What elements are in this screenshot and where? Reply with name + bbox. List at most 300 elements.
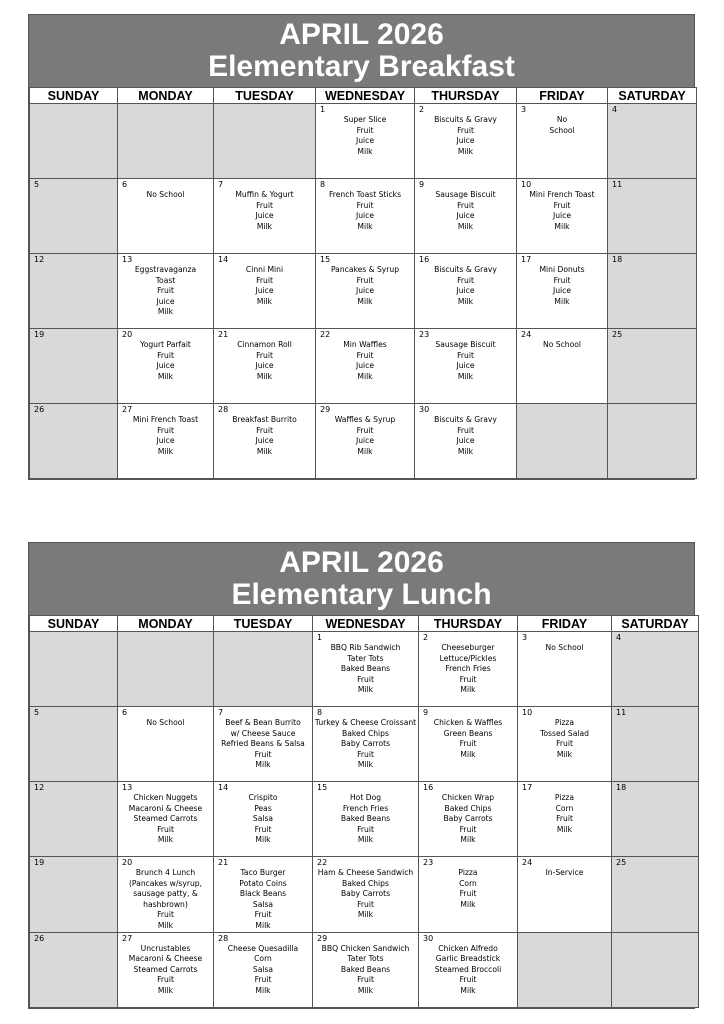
day-number: 24: [522, 858, 533, 867]
day-cell: [419, 782, 518, 857]
day-cell: [30, 632, 118, 707]
day-number: 8: [320, 180, 326, 189]
day-number: 5: [34, 180, 40, 189]
lunch-month-title: APRIL 2026: [279, 545, 444, 579]
breakfast-weekday-tuesday: TUESDAY: [214, 88, 316, 104]
menu-item: No School: [543, 340, 581, 349]
menu-item: Milk: [460, 899, 476, 909]
menu-item: Milk: [255, 985, 271, 995]
menu-item: Fruit: [457, 425, 474, 435]
menu-item: Fruit: [157, 425, 174, 435]
menu-items: [30, 632, 117, 643]
day-cell: [612, 932, 699, 1007]
day-number: 29: [320, 405, 331, 414]
day-cell: [214, 632, 313, 707]
menu-item: Milk: [357, 296, 373, 306]
menu-items: [316, 404, 414, 457]
menu-item: Juice: [355, 361, 374, 371]
lunch-grid: [29, 615, 699, 1008]
breakfast-week-row: [30, 104, 697, 179]
menu-items: [214, 933, 312, 997]
menu-items: [313, 857, 418, 921]
menu-items: [313, 707, 418, 771]
menu-item: Fruit: [157, 975, 174, 985]
menu-item: French Fries: [445, 664, 491, 674]
lunch-weekday-wednesday: WEDNESDAY: [313, 616, 419, 632]
menu-item: Milk: [357, 835, 374, 845]
day-cell: [419, 632, 518, 707]
day-number: 25: [612, 330, 623, 339]
menu-item: Milk: [556, 824, 573, 834]
day-cell: [30, 104, 118, 179]
day-number: 25: [616, 858, 627, 867]
menu-items: [419, 632, 517, 696]
day-number: 22: [320, 330, 331, 339]
menu-items: [415, 329, 516, 382]
menu-item: Milk: [554, 221, 570, 231]
menu-item: Fruit: [357, 899, 374, 909]
menu-item: Hot Dog: [349, 793, 382, 802]
day-number: 1: [320, 105, 326, 114]
menu-item: Juice: [355, 286, 374, 296]
day-cell: [419, 932, 518, 1007]
menu-items: [214, 782, 312, 846]
breakfast-weekday-thursday: THURSDAY: [415, 88, 517, 104]
menu-item: Fruit: [254, 749, 272, 759]
day-number: 18: [616, 783, 627, 792]
menu-item: Crispito: [248, 793, 278, 802]
menu-item: Macaroni & Cheese: [128, 954, 203, 964]
day-cell: [517, 179, 608, 254]
lunch-weekday-monday: MONDAY: [118, 616, 214, 632]
menu-item: Milk: [457, 371, 474, 381]
menu-items: [419, 782, 517, 846]
menu-items: [30, 104, 117, 115]
menu-item: Fruit: [357, 824, 374, 834]
menu-item: Toast: [155, 275, 176, 285]
menu-item: Juice: [456, 211, 475, 221]
menu-item: Milk: [157, 371, 174, 381]
menu-item: Juice: [156, 361, 175, 371]
menu-item: Turkey & Cheese Croissant: [314, 718, 417, 727]
day-cell: [316, 254, 415, 329]
day-number: 14: [218, 255, 229, 264]
lunch-banner: [29, 543, 694, 615]
menu-item: Biscuits & Gravy: [434, 415, 497, 424]
day-cell: [313, 707, 419, 782]
menu-item: Juice: [456, 136, 475, 146]
menu-item: Fruit: [459, 975, 477, 985]
menu-item: Corn: [254, 954, 272, 964]
day-cell: [419, 857, 518, 933]
day-cell: [118, 632, 214, 707]
menu-item: Chicken Alfredo: [438, 943, 498, 953]
day-cell: [118, 179, 214, 254]
menu-items: [419, 707, 517, 760]
menu-item: Corn: [555, 803, 574, 813]
day-number: 17: [521, 255, 532, 264]
breakfast-weekday-saturday: SATURDAY: [608, 88, 697, 104]
day-number: 11: [612, 180, 623, 189]
day-cell: [518, 932, 612, 1007]
menu-item: Pizza: [554, 793, 575, 802]
menu-item: Tossed Salad: [540, 728, 589, 738]
menu-item: Tater Tots: [347, 653, 384, 663]
day-number: 12: [34, 255, 45, 264]
day-number: 3: [521, 105, 527, 114]
menu-item: Chicken & Waffles: [433, 718, 503, 727]
menu-item: Baby Carrots: [340, 889, 391, 899]
day-number: 16: [419, 255, 430, 264]
menu-item: Fruit: [457, 350, 474, 360]
day-number: 8: [317, 708, 323, 717]
lunch-week-row: [30, 632, 699, 707]
day-cell: [415, 329, 517, 404]
menu-item: Biscuits & Gravy: [434, 265, 497, 274]
menu-items: [316, 104, 414, 157]
menu-item: No School: [545, 643, 584, 652]
menu-item: Juice: [456, 361, 475, 371]
menu-item: Potato Coins: [239, 878, 287, 888]
day-cell: [415, 404, 517, 479]
menu-item: Fruit: [254, 910, 272, 920]
day-number: 19: [34, 858, 45, 867]
menu-item: In-Service: [545, 868, 584, 877]
day-number: 10: [522, 708, 533, 717]
menu-item: Macaroni & Cheese: [128, 803, 203, 813]
menu-items: [415, 179, 516, 232]
menu-items: [118, 179, 213, 201]
menu-item: BBQ Chicken Sandwich: [321, 943, 410, 953]
menu-item: Brunch 4 Lunch: [135, 868, 196, 877]
day-number: 6: [122, 708, 128, 717]
menu-item: Fruit: [254, 824, 272, 834]
menu-item: Garlic Breadstick: [435, 954, 501, 964]
menu-item: Salsa: [252, 899, 274, 909]
day-cell: [612, 707, 699, 782]
menu-item: Fruit: [157, 350, 174, 360]
menu-item: BBQ Rib Sandwich: [330, 643, 401, 652]
menu-item: Peas: [254, 803, 272, 813]
lunch-week-row: [30, 932, 699, 1007]
day-cell: [118, 329, 214, 404]
day-cell: [612, 857, 699, 933]
day-cell: [118, 707, 214, 782]
menu-items: [313, 782, 418, 846]
menu-items: [214, 857, 312, 932]
day-cell: [214, 404, 316, 479]
day-cell: [517, 254, 608, 329]
day-cell: [118, 104, 214, 179]
day-number: 5: [34, 708, 40, 717]
day-number: 11: [616, 708, 627, 717]
day-cell: [30, 932, 118, 1007]
lunch-weeks: [30, 632, 699, 1008]
menu-items: [517, 404, 607, 415]
day-number: 18: [612, 255, 623, 264]
menu-item: Fruit: [457, 275, 474, 285]
menu-items: [30, 707, 117, 718]
day-cell: [316, 404, 415, 479]
day-number: 9: [419, 180, 425, 189]
breakfast-week-row: [30, 254, 697, 329]
menu-item: Milk: [357, 910, 374, 920]
menu-item: Fruit: [457, 125, 474, 135]
menu-items: [214, 329, 315, 382]
lunch-menu-title: Elementary Lunch: [231, 578, 492, 611]
day-number: 10: [521, 180, 532, 189]
menu-item: Uncrustables: [140, 943, 191, 953]
menu-items: [118, 329, 213, 382]
menu-items: [612, 632, 698, 643]
menu-item: Baby Carrots: [443, 814, 493, 824]
day-number: 4: [616, 633, 622, 642]
menu-item: Cheeseburger: [441, 643, 495, 652]
lunch-weekday-header: [30, 616, 699, 632]
day-cell: [608, 104, 697, 179]
menu-item: Milk: [157, 920, 174, 930]
day-cell: [608, 329, 697, 404]
menu-item: No: [556, 115, 568, 124]
breakfast-grid: [29, 87, 697, 479]
menu-item: Fruit: [356, 350, 374, 360]
day-cell: [118, 404, 214, 479]
menu-item: Milk: [556, 749, 573, 759]
menu-items: [30, 179, 117, 190]
day-number: 26: [34, 933, 45, 943]
menu-item: Fruit: [157, 286, 174, 296]
day-number: 13: [122, 255, 133, 264]
menu-item: Fruit: [157, 824, 174, 834]
menu-item: Eggstravaganza: [134, 265, 197, 274]
menu-item: Milk: [256, 371, 273, 381]
lunch-week-row: [30, 857, 699, 933]
menu-items: [316, 254, 414, 307]
menu-item: School: [549, 125, 575, 135]
menu-item: Milk: [460, 685, 476, 695]
menu-item: Fruit: [553, 200, 571, 210]
day-number: 1: [317, 633, 323, 642]
day-cell: [214, 857, 313, 933]
day-number: 7: [218, 180, 224, 189]
menu-item: Min Waffles: [343, 340, 387, 349]
menu-item: Fruit: [157, 910, 174, 920]
menu-item: Salsa: [252, 964, 274, 974]
menu-items: [313, 632, 418, 696]
menu-item: Mini French Toast: [529, 190, 595, 199]
day-number: 9: [423, 708, 429, 717]
day-number: 7: [218, 708, 224, 717]
menu-item: Sausage Biscuit: [435, 190, 496, 199]
menu-item: Steamed Carrots: [133, 814, 198, 824]
breakfast-weekday-wednesday: WEDNESDAY: [316, 88, 415, 104]
menu-item: Fruit: [256, 275, 273, 285]
menu-items: [415, 404, 516, 457]
menu-items: [214, 254, 315, 307]
menu-items: [214, 179, 315, 232]
day-cell: [214, 932, 313, 1007]
menu-item: Corn: [459, 878, 477, 888]
day-cell: [214, 254, 316, 329]
menu-items: [118, 857, 213, 932]
day-number: 30: [419, 405, 430, 414]
day-cell: [608, 179, 697, 254]
menu-item: Juice: [255, 436, 274, 446]
menu-item: Baked Chips: [342, 878, 389, 888]
menu-item: Milk: [255, 760, 271, 770]
day-number: 30: [423, 933, 434, 943]
menu-items: [316, 329, 414, 382]
day-cell: [313, 857, 419, 933]
breakfast-weeks: [30, 104, 697, 479]
day-number: 16: [423, 783, 434, 792]
menu-item: Baked Beans: [340, 814, 391, 824]
day-number: 17: [522, 783, 533, 792]
menu-item: Lettuce/Pickles: [439, 653, 497, 663]
menu-item: Fruit: [356, 200, 374, 210]
menu-item: No School: [146, 190, 185, 199]
menu-item: Milk: [554, 296, 570, 306]
day-cell: [214, 104, 316, 179]
menu-item: Baked Chips: [342, 728, 389, 738]
lunch-weekday-saturday: SATURDAY: [612, 616, 699, 632]
menu-item: Juice: [156, 436, 175, 446]
day-number: 29: [317, 933, 328, 943]
menu-item: hashbrown): [143, 899, 188, 909]
menu-item: Milk: [457, 296, 474, 306]
menu-items: [214, 104, 315, 115]
menu-item: No School: [146, 718, 185, 727]
day-number: 20: [122, 330, 133, 339]
day-cell: [118, 857, 214, 933]
day-cell: [612, 632, 699, 707]
menu-items: [608, 104, 696, 115]
menu-items: [608, 404, 696, 415]
day-number: 3: [522, 633, 528, 642]
lunch-weekday-friday: FRIDAY: [518, 616, 612, 632]
menu-item: Fruit: [254, 975, 272, 985]
menu-item: Juice: [355, 136, 374, 146]
menu-item: Fruit: [356, 275, 374, 285]
menu-item: Fruit: [356, 425, 374, 435]
menu-items: [118, 782, 213, 846]
breakfast-weekday-sunday: SUNDAY: [30, 88, 118, 104]
menu-item: Milk: [357, 146, 373, 156]
menu-item: Milk: [157, 985, 174, 995]
day-cell: [316, 104, 415, 179]
menu-item: Mini French Toast: [132, 415, 199, 424]
day-cell: [214, 179, 316, 254]
day-number: 22: [317, 858, 328, 867]
menu-item: Fruit: [556, 739, 573, 749]
menu-items: [118, 254, 213, 318]
day-cell: [313, 932, 419, 1007]
menu-item: Milk: [357, 371, 373, 381]
day-cell: [518, 857, 612, 933]
day-number: 27: [122, 405, 133, 414]
day-number: 14: [218, 783, 229, 792]
menu-item: Fruit: [459, 889, 477, 899]
lunch-week-row: [30, 782, 699, 857]
menu-item: Chicken Wrap: [441, 793, 495, 802]
menu-item: Pizza: [554, 718, 575, 727]
menu-item: Juice: [552, 211, 571, 221]
menu-items: [118, 707, 213, 729]
day-cell: [214, 707, 313, 782]
menu-item: Cinnamon Roll: [237, 340, 292, 349]
menu-item: Juice: [355, 436, 374, 446]
day-number: 21: [218, 858, 229, 867]
day-cell: [415, 254, 517, 329]
menu-item: w/ Cheese Sauce: [230, 728, 296, 738]
day-cell: [415, 104, 517, 179]
breakfast-menu-title: Elementary Breakfast: [208, 50, 515, 83]
day-cell: [30, 179, 118, 254]
menu-item: Muffin & Yogurt: [235, 190, 294, 199]
day-number: 27: [122, 933, 133, 943]
menu-item: Ham & Cheese Sandwich: [317, 868, 414, 877]
menu-item: Green Beans: [443, 728, 493, 738]
lunch-weekday-sunday: SUNDAY: [30, 616, 118, 632]
menu-item: Baby Carrots: [340, 739, 391, 749]
day-cell: [419, 707, 518, 782]
menu-items: [214, 632, 312, 643]
day-cell: [214, 329, 316, 404]
menu-item: Super Slice: [343, 115, 387, 124]
day-number: 26: [34, 405, 45, 414]
menu-item: Milk: [157, 835, 174, 845]
menu-item: Juice: [456, 436, 475, 446]
day-number: 12: [34, 783, 45, 792]
menu-item: Fruit: [459, 674, 477, 684]
menu-item: Milk: [357, 446, 373, 456]
day-cell: [612, 782, 699, 857]
menu-item: Milk: [357, 760, 374, 770]
menu-items: [415, 104, 516, 157]
menu-item: Tater Tots: [347, 954, 384, 964]
menu-item: Baked Chips: [444, 803, 492, 813]
day-number: 13: [122, 783, 133, 792]
menu-item: Milk: [460, 985, 476, 995]
day-cell: [518, 632, 612, 707]
menu-item: Salsa: [252, 814, 274, 824]
menu-item: Milk: [157, 307, 174, 317]
menu-item: Juice: [552, 286, 571, 296]
menu-item: Fruit: [457, 200, 474, 210]
menu-item: Fruit: [357, 674, 374, 684]
menu-item: Baked Beans: [340, 664, 391, 674]
day-cell: [30, 404, 118, 479]
menu-item: Milk: [256, 221, 273, 231]
menu-item: Steamed Broccoli: [434, 964, 502, 974]
menu-item: Juice: [255, 286, 274, 296]
menu-item: Milk: [255, 920, 271, 930]
menu-items: [612, 933, 698, 944]
menu-item: Milk: [256, 296, 273, 306]
day-number: 24: [521, 330, 532, 339]
menu-item: Milk: [357, 221, 373, 231]
menu-items: [118, 632, 213, 643]
menu-item: Juice: [456, 286, 475, 296]
day-cell: [517, 329, 608, 404]
menu-item: French Toast Sticks: [328, 190, 402, 199]
menu-items: [118, 933, 213, 997]
menu-item: Refried Beans & Salsa: [221, 739, 305, 749]
day-cell: [316, 179, 415, 254]
day-number: 2: [423, 633, 429, 642]
menu-item: Taco Burger: [240, 868, 286, 877]
menu-items: [518, 933, 611, 944]
